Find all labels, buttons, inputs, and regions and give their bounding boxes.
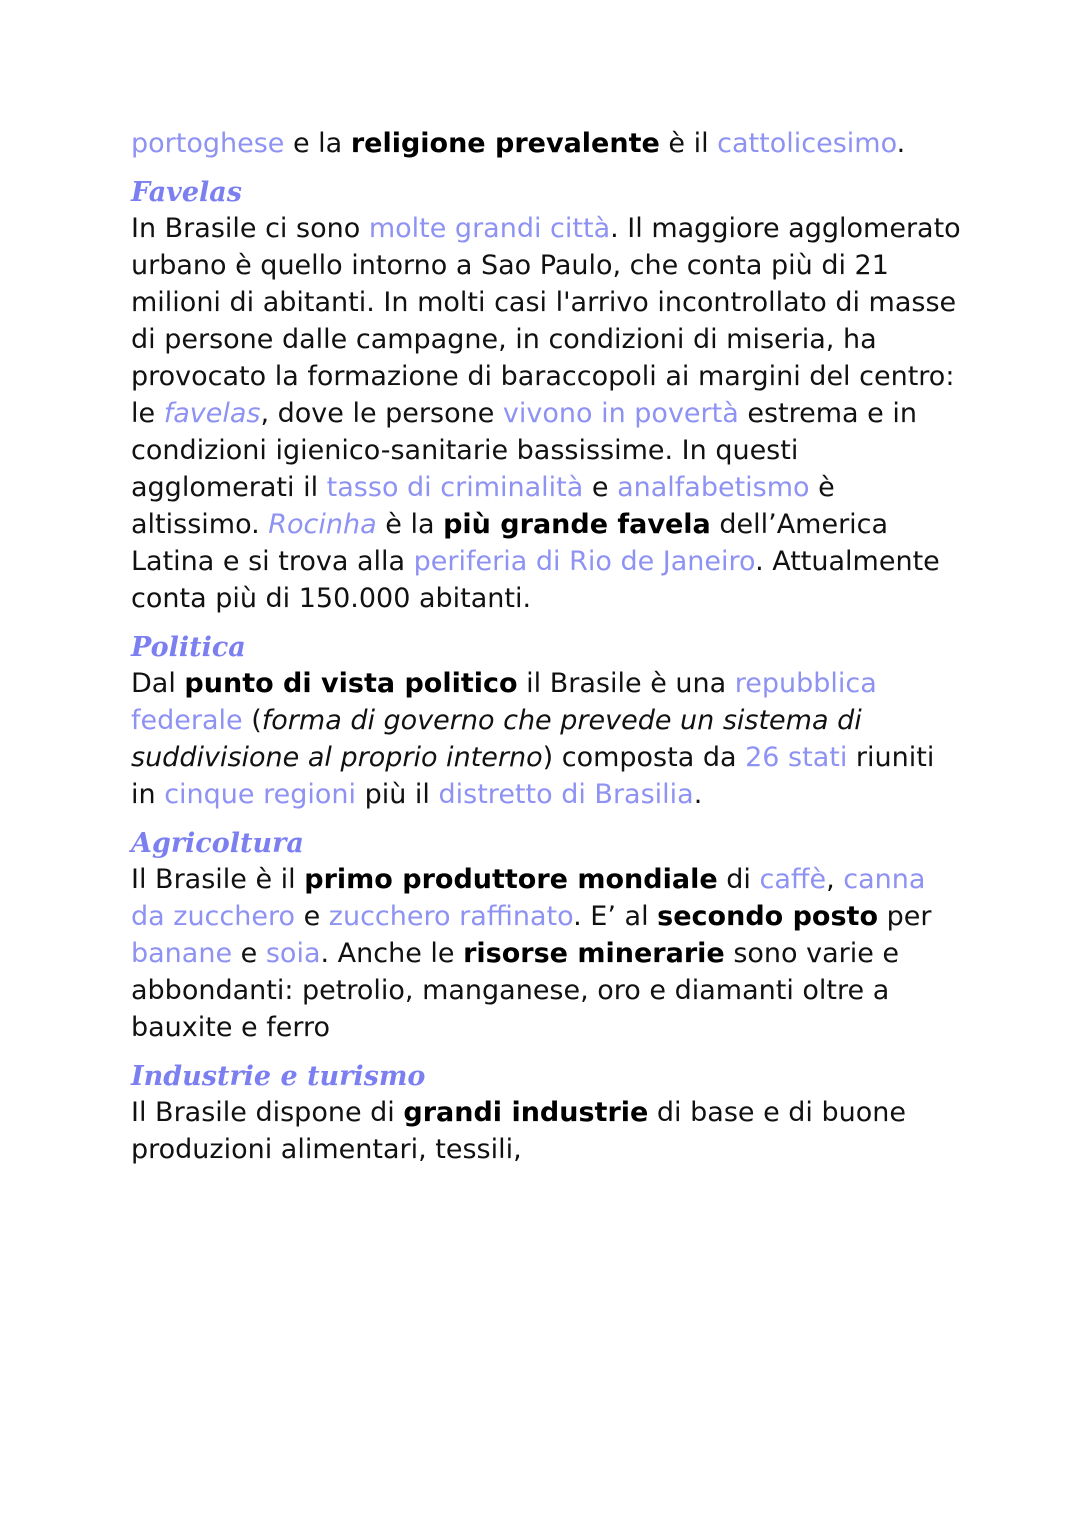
body-text: . Anche le bbox=[320, 938, 464, 969]
highlight-text: periferia di Rio de Janeiro bbox=[413, 546, 756, 577]
highlight-text: tasso di criminalità bbox=[326, 472, 584, 503]
body-text: ( bbox=[242, 705, 262, 736]
body-text: Dal bbox=[131, 668, 185, 699]
body-text: e bbox=[232, 938, 266, 969]
body-text: sono varie e abbondanti: petrolio, manganese, oro e diamanti oltre a bauxite e ferro bbox=[131, 938, 900, 1043]
highlight-text: analfabetismo bbox=[617, 472, 810, 503]
body-text: , dove le persone bbox=[260, 398, 503, 429]
highlight-text: cinque regioni bbox=[164, 779, 356, 810]
bold-text: religione prevalente bbox=[350, 128, 660, 159]
body-text: Il Brasile dispone di bbox=[131, 1097, 404, 1128]
body-text: è altissimo. bbox=[131, 472, 835, 540]
highlight-text: banane bbox=[131, 938, 233, 969]
body-text: è la bbox=[376, 509, 444, 540]
bold-text: punto di vista politico bbox=[184, 668, 518, 699]
body-text: di base e di buone produzioni alimentari, tessili, bbox=[131, 1097, 906, 1165]
bold-text: secondo posto bbox=[657, 901, 879, 932]
body-text: estrema e in condizioni igienico-sanitarie bassissime. In questi agglomerati il bbox=[131, 398, 917, 503]
section-heading-favelas: Favelas bbox=[131, 177, 243, 208]
highlight-text: distretto di Brasilia bbox=[438, 779, 694, 810]
body-text: . bbox=[896, 128, 906, 159]
section-heading-agricoltura: Agricoltura bbox=[131, 828, 304, 859]
industrie-paragraph bbox=[131, 1094, 961, 1168]
body-text: è il bbox=[659, 128, 718, 159]
section-heading-politica: Politica bbox=[131, 632, 246, 663]
highlight-text: zucchero raffinato bbox=[328, 901, 574, 932]
body-text: e bbox=[583, 472, 618, 503]
highlight-text: molte grandi città bbox=[368, 213, 611, 244]
highlight-text: 26 stati bbox=[745, 742, 848, 773]
bold-text: più grande favela bbox=[443, 509, 711, 540]
highlight-text: vivono in povertà bbox=[502, 398, 739, 429]
body-text: In Brasile ci sono bbox=[131, 213, 369, 244]
body-text: . Attualmente conta più di 150.000 abitanti. bbox=[131, 546, 940, 614]
body-text: per bbox=[878, 901, 932, 932]
document-page bbox=[131, 125, 961, 1168]
bold-text: risorse minerarie bbox=[463, 938, 725, 969]
body-text: . E’ al bbox=[573, 901, 658, 932]
politica-paragraph bbox=[131, 665, 961, 813]
body-text: , bbox=[826, 864, 844, 895]
highlight-text: repubblica federale bbox=[131, 668, 877, 736]
body-text: il Brasile è una bbox=[517, 668, 735, 699]
body-text: Il Brasile è il bbox=[131, 864, 305, 895]
highlight-text: soia bbox=[265, 938, 321, 969]
body-text: dell’America Latina e si trova alla bbox=[131, 509, 889, 577]
body-text: più il bbox=[356, 779, 439, 810]
body-text: riuniti in bbox=[131, 742, 935, 810]
highlight-italic-text: Rocinha bbox=[268, 509, 377, 540]
italic-text: forma di governo che prevede un sistema di suddivisione al proprio interno bbox=[131, 705, 862, 773]
favelas-paragraph bbox=[131, 210, 961, 617]
body-text: di bbox=[717, 864, 760, 895]
highlight-text: canna da zucchero bbox=[131, 864, 926, 932]
body-text: e la bbox=[284, 128, 351, 159]
highlight-italic-text: favelas bbox=[163, 398, 261, 429]
bold-text: grandi industrie bbox=[403, 1097, 649, 1128]
highlight-text: cattolicesimo bbox=[717, 128, 897, 159]
bold-text: primo produttore mondiale bbox=[304, 864, 718, 895]
highlight-text: caffè bbox=[759, 864, 827, 895]
agricoltura-paragraph bbox=[131, 861, 961, 1046]
body-text: ) composta da bbox=[542, 742, 746, 773]
highlight-text: portoghese bbox=[131, 128, 285, 159]
body-text: e bbox=[295, 901, 329, 932]
body-text: . Il maggiore agglomerato urbano è quello intorno a Sao Paulo, che conta più di 21 milioni di abitanti. In molti casi l'arrivo incontrollato di masse di persone dalle campagne, in condizioni di miseria, ha provocato la formazione di baraccopoli ai margini del centro: le bbox=[131, 213, 961, 429]
intro-paragraph bbox=[131, 125, 961, 162]
section-heading-industrie: Industrie e turismo bbox=[131, 1061, 426, 1092]
body-text: . bbox=[693, 779, 703, 810]
